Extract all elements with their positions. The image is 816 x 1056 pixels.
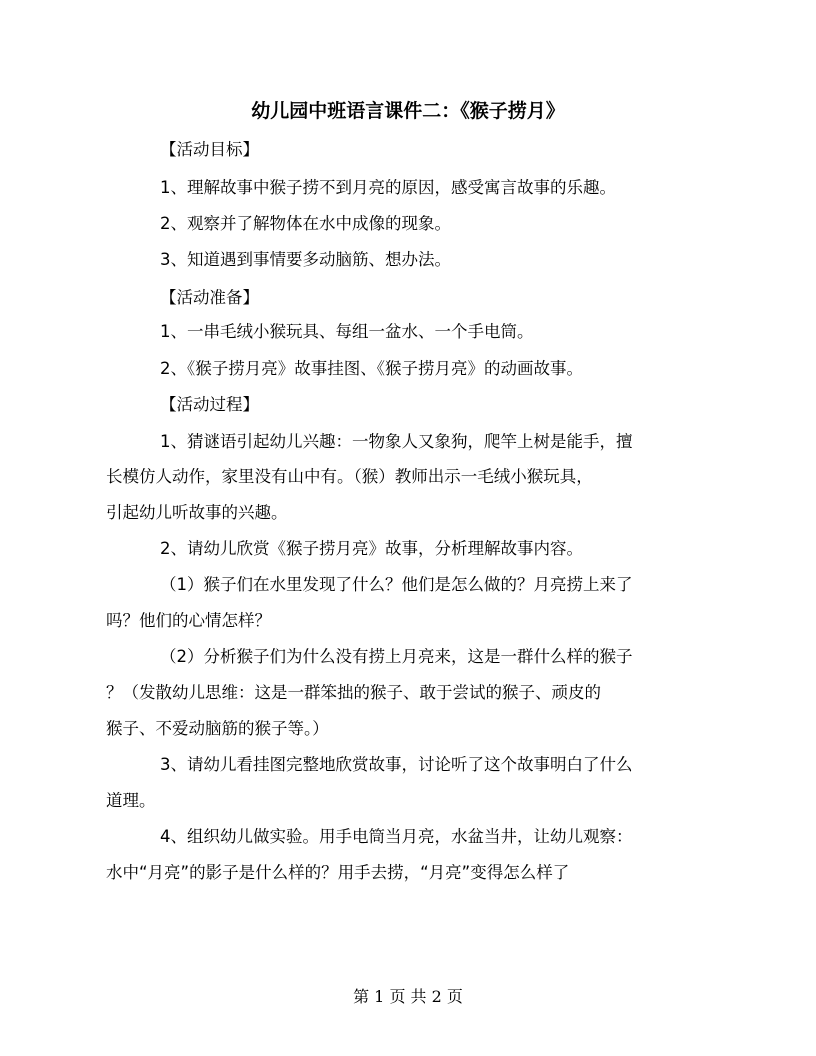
paragraph-line: 道理。 (106, 791, 156, 810)
paragraph-line: 2、《猴子捞月亮》故事挂图、《猴子捞月亮》的动画故事。 (160, 359, 583, 378)
paragraph-line: 4、组织幼儿做实验。用手电筒当月亮，水盆当井，让幼儿观察： (160, 827, 633, 846)
paragraph-line: 1、理解故事中猴子捞不到月亮的原因，感受寓言故事的乐趣。 (160, 178, 616, 197)
paragraph-line: 2、请幼儿欣赏《猴子捞月亮》故事，分析理解故事内容。 (160, 539, 583, 558)
paragraph-line: 1、猜谜语引起幼儿兴趣：一物象人又象狗，爬竿上树是能手，擅 (160, 432, 633, 451)
section-heading-preparation: 【活动准备】 (160, 288, 259, 307)
document-title: 幼儿园中班语言课件二：《猴子捞月》 (251, 100, 565, 122)
paragraph-line: 2、观察并了解物体在水中成像的现象。 (160, 214, 451, 233)
paragraph-line: ？（发散幼儿思维：这是一群笨拙的猴子、敢于尝试的猴子、顽皮的 (106, 683, 601, 702)
paragraph-line: （2）分析猴子们为什么没有捞上月亮来，这是一群什么样的猴子 (160, 647, 633, 666)
section-heading-goals: 【活动目标】 (160, 140, 259, 159)
section-heading-process: 【活动过程】 (160, 395, 259, 414)
page-number: 第 1 页 共 2 页 (353, 987, 463, 1006)
paragraph-line: 水中“月亮”的影子是什么样的？用手去捞，“月亮”变得怎么样了 (106, 863, 570, 882)
paragraph-line: 吗？他们的心情怎样？ (106, 611, 271, 630)
paragraph-line: 长模仿人动作，家里没有山中有。（猴）教师出示一毛绒小猴玩具， (106, 467, 593, 486)
paragraph-line: 3、知道遇到事情要多动脑筋、想办法。 (160, 250, 451, 269)
paragraph-line: （1）猴子们在水里发现了什么？他们是怎么做的？月亮捞上来了 (160, 575, 633, 594)
paragraph-line: 3、请幼儿看挂图完整地欣赏故事，讨论听了这个故事明白了什么 (160, 755, 633, 774)
paragraph-line: 引起幼儿听故事的兴趣。 (106, 503, 288, 522)
paragraph-line: 猴子、不爱动脑筋的猴子等。） (106, 719, 329, 738)
paragraph-line: 1、一串毛绒小猴玩具、每组一盆水、一个手电筒。 (160, 322, 534, 341)
